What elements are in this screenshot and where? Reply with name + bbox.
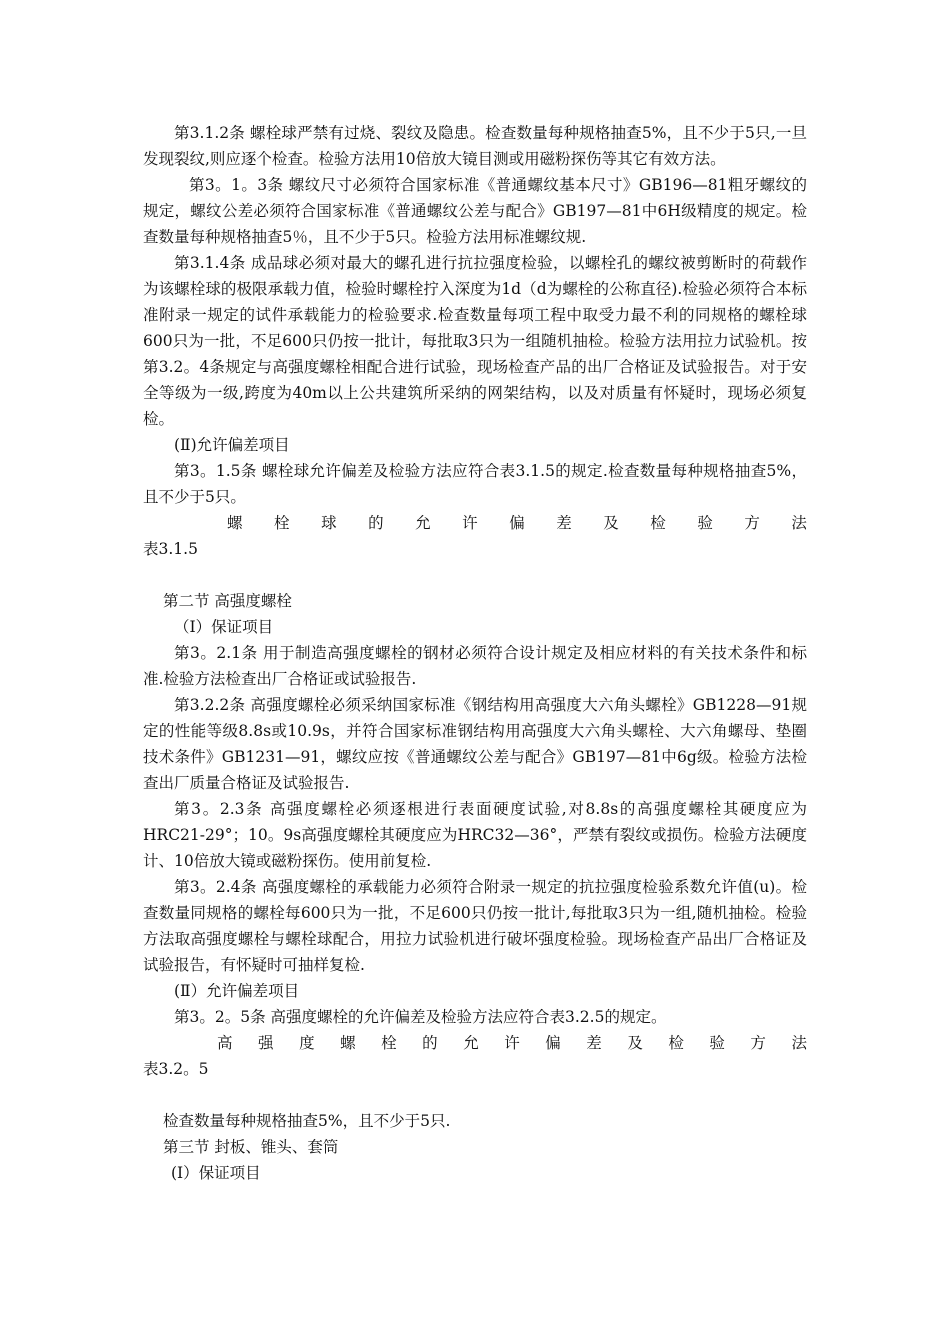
- section-heading-guarantee-2: (Ⅰ）保证项目: [171, 1164, 261, 1182]
- section-heading-guarantee-1: （Ⅰ）保证项目: [174, 618, 274, 636]
- caption-char: 栓: [274, 514, 290, 532]
- caption-char: 强: [258, 1034, 274, 1052]
- caption-char: 高: [217, 1034, 233, 1052]
- section-heading-tolerance-1: (Ⅱ)允许偏差项目: [174, 436, 290, 454]
- caption-char: 验: [709, 1034, 725, 1052]
- clause-3-1-5: 第3。1.5条 螺栓球允许偏差及检验方法应符合表3.1.5的规定.检查数量每种规格抽查5%，且不少于5只。: [143, 462, 807, 506]
- caption-char: 偏: [545, 1034, 561, 1052]
- table-number-3-1-5: 表3.1.5: [143, 540, 198, 558]
- caption-char: 的: [422, 1034, 438, 1052]
- clause-3-1-3: 第3。1。3条 螺纹尺寸必须符合国家标准《普通螺纹基本尺寸》GB196—81粗牙螺纹的规定，螺纹公差必须符合国家标准《普通螺纹公差与配合》GB197—81中6H级精度的规定。检查数量每种规格抽查5％，且不少于5只。检验方法用标准螺纹规.: [143, 176, 807, 246]
- caption-char: 差: [586, 1034, 602, 1052]
- table-number-3-2-5: 表3.2。5: [143, 1060, 209, 1078]
- section-title-high-strength-bolts: 第二节 高强度螺栓: [163, 592, 292, 610]
- caption-char: 的: [368, 514, 384, 532]
- caption-char: 检: [668, 1034, 684, 1052]
- caption-char: 法: [791, 514, 807, 532]
- caption-char: 及: [603, 514, 619, 532]
- table-caption-3-1-5: [143, 510, 807, 536]
- clause-3-2-3: 第3。2.3条 高强度螺栓必须逐根进行表面硬度试验,对8.8s的高强度螺栓其硬度应为HRC21-29°；10。9s高强度螺栓其硬度应为HRC32—36°，严禁有裂纹或损伤。检验方法硬度计、10倍放大镜或磁粉探伤。使用前复检.: [143, 800, 807, 870]
- caption-char: 球: [321, 514, 337, 532]
- clause-3-2-5: 第3。2。5条 高强度螺栓的允许偏差及检验方法应符合表3.2.5的规定。: [174, 1008, 667, 1026]
- caption-char: 许: [462, 514, 478, 532]
- caption-char: 法: [791, 1034, 807, 1052]
- caption-char: 检: [650, 514, 666, 532]
- clause-3-1-2: 第3.1.2条 螺栓球严禁有过烧、裂纹及隐患。检查数量每种规格抽查5%，且不少于5只,一旦发现裂纹,则应逐个检查。检验方法用10倍放大镜目测或用磁粉探伤等其它有效方法。: [143, 124, 807, 168]
- clause-3-2-2: 第3.2.2条 高强度螺栓必须采纳国家标准《钢结构用高强度大六角头螺栓》GB1228—91规定的性能等级8.8s或10.9s，并符合国家标准钢结构用高强度大六角头螺栓、大六角螺母、垫圈技术条件》GB1231—91，螺纹应按《普通螺纹公差与配合》GB197—81中6g级。检验方法检查出厂质量合格证及试验报告.: [143, 696, 807, 792]
- caption-char: 方: [744, 514, 760, 532]
- clause-3-2-1: 第3。2.1条 用于制造高强度螺栓的钢材必须符合设计规定及相应材料的有关技术条件和标准.检验方法检查出厂合格证或试验报告.: [143, 644, 807, 688]
- section-title-end-plates: 第三节 封板、锥头、套筒: [163, 1138, 339, 1156]
- caption-char: 差: [556, 514, 572, 532]
- caption-char: 栓: [381, 1034, 397, 1052]
- caption-char: 许: [504, 1034, 520, 1052]
- caption-char: 螺: [340, 1034, 356, 1052]
- section-heading-tolerance-2: (Ⅱ）允许偏差项目: [174, 982, 300, 1000]
- document-page: [143, 120, 807, 1186]
- clause-3-1-4: 第3.1.4条 成品球必须对最大的螺孔进行抗拉强度检验，以螺栓孔的螺纹被剪断时的荷载作为该螺栓球的极限承载力值，检验时螺栓拧入深度为1d（d为螺栓的公称直径).检验必须符合本标准附录一规定的试件承载能力的检验要求.检查数量每项工程中取受力最不利的同规格的螺栓球600只为一批，不足600只仍按一批计，每批取3只为一组随机抽检。检验方法用拉力试验机。按第3.2。4条规定与高强度螺栓相配合进行试验，现场检查产品的出厂合格证及试验报告。对于安全等级为一级,跨度为40m以上公共建筑所采纳的网架结构，以及对质量有怀疑时，现场必须复检。: [143, 254, 807, 428]
- caption-char: 度: [299, 1034, 315, 1052]
- caption-char: 及: [627, 1034, 643, 1052]
- caption-char: 允: [463, 1034, 479, 1052]
- table-caption-3-2-5: [143, 1030, 807, 1056]
- caption-char: 螺: [227, 514, 243, 532]
- clause-3-2-4: 第3。2.4条 高强度螺栓的承载能力必须符合附录一规定的抗拉强度检验系数允许值(u)。检查数量同规格的螺栓每600只为一批，不足600只仍按一批计,每批取3只为一组,随机抽检。检验方法取高强度螺栓与螺栓球配合，用拉力试验机进行破坏强度检验。现场检查产品出厂合格证及试验报告，有怀疑时可抽样复检.: [143, 878, 807, 974]
- caption-char: 允: [415, 514, 431, 532]
- inspection-quantity-note: 检查数量每种规格抽查5%，且不少于5只.: [163, 1112, 451, 1130]
- caption-char: 方: [750, 1034, 766, 1052]
- caption-char: 验: [697, 514, 713, 532]
- caption-char: 偏: [509, 514, 525, 532]
